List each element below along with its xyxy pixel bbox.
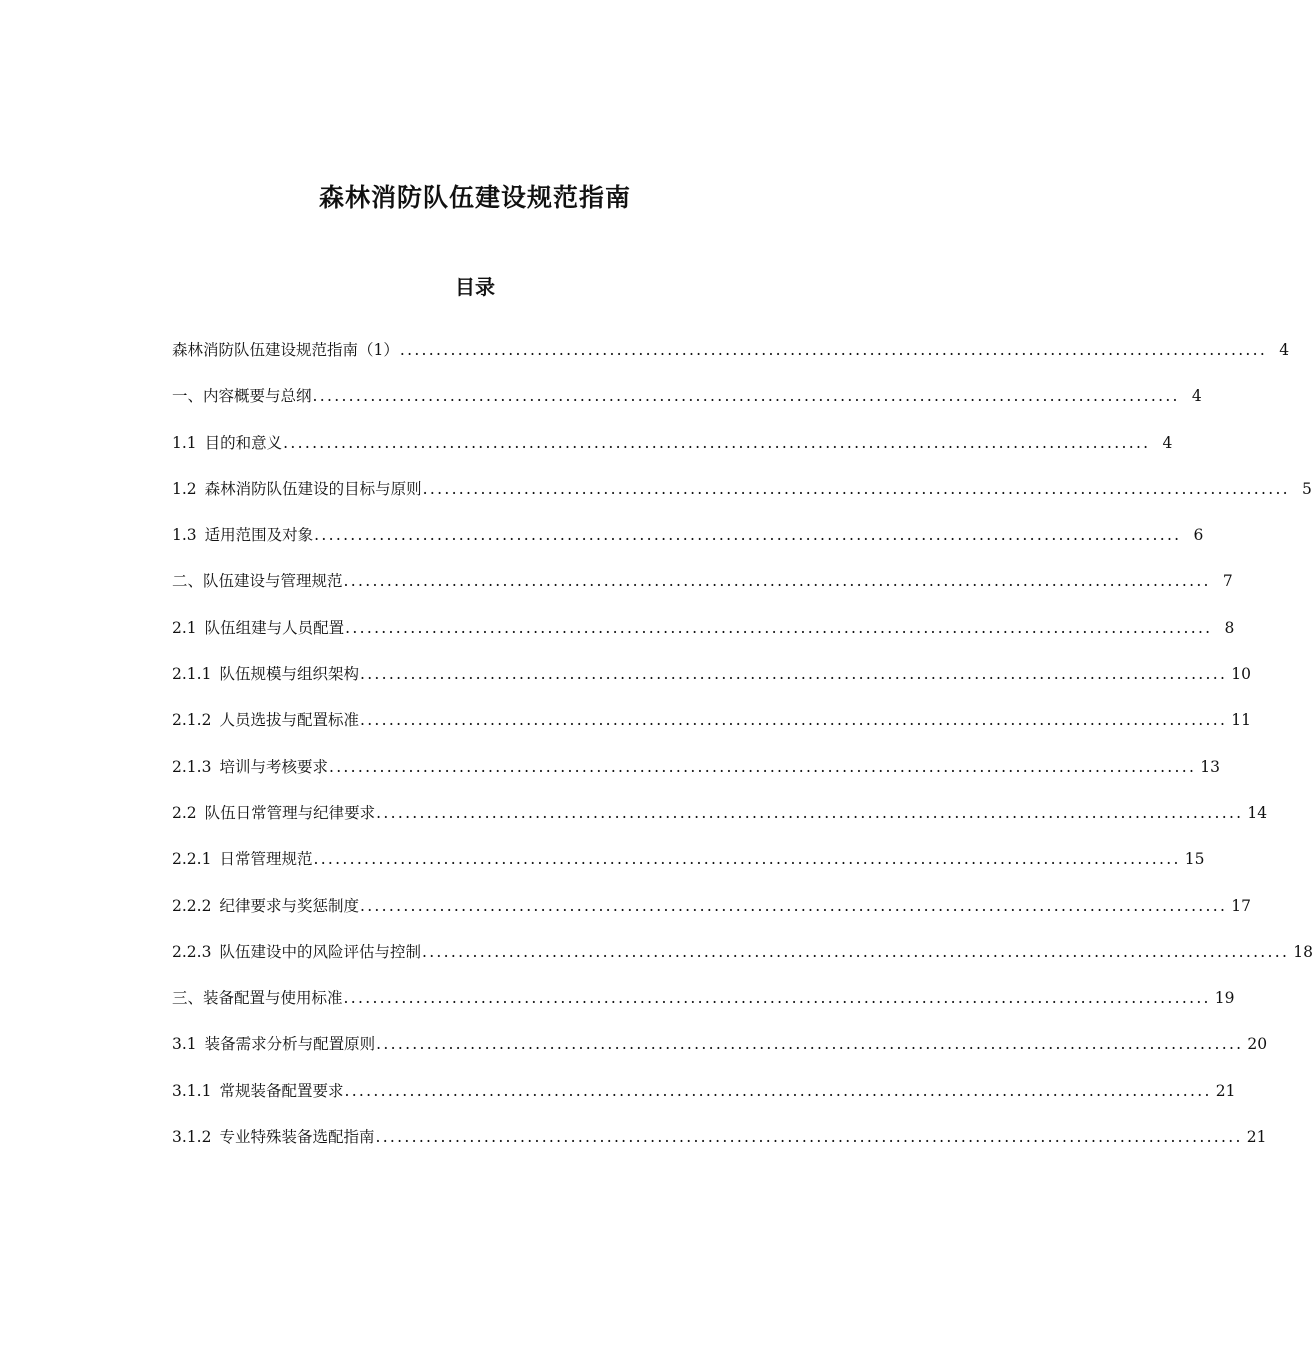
toc-dot-leader: ........................................................................................................................ — [399, 341, 1268, 359]
toc-entry-number: 二、 — [172, 572, 204, 591]
toc-entry-page-number: 4 — [1279, 341, 1290, 359]
toc-entry[interactable] — [172, 567, 1233, 613]
toc-dot-leader: ........................................................................................................................ — [376, 803, 1244, 822]
toc-dot-leader: ........................................................................................................................ — [422, 479, 1290, 498]
toc-entry-page-number: 4 — [1162, 433, 1173, 452]
toc-dot-leader: ........................................................................................................................ — [376, 1035, 1244, 1054]
toc-entry[interactable] — [172, 475, 1312, 521]
toc-entry[interactable] — [172, 938, 1313, 984]
toc-entry-page-number: 17 — [1231, 896, 1251, 915]
table-of-contents — [172, 336, 1313, 1169]
toc-entry-title: 内容概要与总纲 — [203, 387, 312, 406]
toc-entry-number: 1.1 — [172, 433, 197, 452]
toc-entry-page-number: 18 — [1293, 942, 1313, 961]
toc-entry-page-number: 13 — [1200, 757, 1220, 776]
toc-entry-number: 2.2 — [172, 803, 197, 822]
toc-entry-page-number: 11 — [1231, 711, 1251, 730]
toc-entry[interactable] — [172, 753, 1220, 799]
toc-entry[interactable] — [172, 706, 1251, 752]
toc-entry-page-number: 4 — [1191, 387, 1202, 406]
toc-dot-leader: ........................................................................................................................ — [314, 526, 1182, 545]
toc-dot-leader: ........................................................................................................................ — [359, 665, 1228, 684]
toc-entry-page-number: 20 — [1247, 1035, 1268, 1054]
toc-dot-leader: ........................................................................................................................ — [343, 989, 1211, 1008]
toc-entry-number: 2.2.1 — [172, 850, 212, 869]
toc-entry-title: 队伍建设中的风险评估与控制 — [219, 942, 421, 961]
toc-dot-leader: ........................................................................................................................ — [375, 1128, 1243, 1147]
toc-dot-leader: ........................................................................................................................ — [359, 896, 1228, 915]
toc-entry[interactable] — [172, 845, 1205, 891]
toc-dot-leader: ........................................................................................................................ — [421, 942, 1290, 961]
toc-entry-number: 三、 — [172, 989, 204, 1008]
toc-entry-title: 人员选拔与配置标准 — [219, 711, 359, 730]
toc-entry-number: 2.1 — [172, 618, 197, 637]
toc-entry-number: 2.1.3 — [172, 757, 212, 776]
toc-entry-title: 队伍建设与管理规范 — [203, 572, 343, 591]
toc-entry-title: 目的和意义 — [204, 433, 283, 452]
toc-entry-title: 森林消防队伍建设的目标与原则 — [204, 479, 422, 498]
toc-entry-title: 装备需求分析与配置原则 — [204, 1035, 376, 1054]
toc-entry-page-number: 21 — [1246, 1128, 1267, 1147]
toc-dot-leader: ........................................................................................................................ — [328, 757, 1197, 776]
toc-entry[interactable] — [172, 1123, 1267, 1169]
toc-entry-title: 适用范围及对象 — [204, 526, 314, 545]
toc-entry-page-number: 19 — [1214, 989, 1235, 1008]
toc-entry-number: 一、 — [172, 387, 204, 406]
toc-entry-number: 1.3 — [172, 526, 197, 545]
toc-entry[interactable] — [172, 984, 1235, 1030]
toc-entry-number: 1.2 — [172, 479, 197, 498]
toc-entry-number: 2.2.2 — [172, 896, 212, 915]
toc-entry-title: 常规装备配置要求 — [219, 1081, 344, 1100]
toc-entry-title: 森林消防队伍建设规范指南（1） — [172, 341, 399, 359]
toc-entry[interactable] — [172, 382, 1202, 428]
toc-entry-page-number: 14 — [1247, 803, 1268, 822]
toc-entry[interactable] — [172, 799, 1268, 845]
toc-entry-title: 队伍规模与组织架构 — [219, 665, 359, 684]
toc-entry-title: 培训与考核要求 — [219, 757, 328, 776]
toc-entry-number: 2.1.1 — [172, 665, 212, 684]
toc-entry-title: 装备配置与使用标准 — [203, 989, 343, 1008]
toc-dot-leader: ........................................................................................................................ — [359, 711, 1228, 730]
toc-entry-page-number: 21 — [1215, 1081, 1236, 1100]
toc-dot-leader: ........................................................................................................................ — [312, 387, 1180, 406]
toc-entry-title: 专业特殊装备选配指南 — [219, 1128, 375, 1147]
toc-entry-number: 2.2.3 — [172, 942, 212, 961]
toc-entry[interactable] — [172, 892, 1251, 938]
toc-entry-title: 队伍日常管理与纪律要求 — [204, 803, 376, 822]
toc-entry-title: 日常管理规范 — [219, 850, 313, 869]
toc-entry-number: 3.1 — [172, 1035, 197, 1054]
toc-entry-title: 队伍组建与人员配置 — [204, 618, 345, 637]
toc-entry[interactable] — [172, 660, 1251, 706]
toc-entry-page-number: 10 — [1231, 665, 1251, 684]
toc-entry-page-number: 7 — [1222, 572, 1233, 591]
toc-heading: 目录 — [455, 275, 495, 299]
toc-entry[interactable] — [172, 336, 1290, 382]
toc-entry[interactable] — [172, 1077, 1236, 1123]
document-title: 森林消防队伍建设规范指南 — [318, 183, 631, 212]
toc-entry-page-number: 6 — [1193, 526, 1204, 545]
toc-entry-number: 3.1.1 — [172, 1081, 212, 1100]
toc-dot-leader: ........................................................................................................................ — [344, 1081, 1212, 1100]
toc-entry[interactable] — [172, 429, 1173, 475]
toc-dot-leader: ........................................................................................................................ — [283, 433, 1151, 452]
toc-entry[interactable] — [172, 521, 1204, 567]
toc-entry-number: 3.1.2 — [172, 1128, 212, 1147]
toc-dot-leader: ........................................................................................................................ — [343, 572, 1211, 591]
toc-entry-page-number: 15 — [1184, 850, 1205, 869]
toc-entry-page-number: 8 — [1224, 618, 1235, 637]
toc-dot-leader: ........................................................................................................................ — [345, 618, 1213, 637]
toc-dot-leader: ........................................................................................................................ — [313, 850, 1181, 869]
toc-entry-title: 纪律要求与奖惩制度 — [219, 896, 359, 915]
toc-entry[interactable] — [172, 614, 1235, 660]
toc-entry-page-number: 5 — [1302, 479, 1312, 498]
toc-entry[interactable] — [172, 1030, 1268, 1076]
toc-entry-number: 2.1.2 — [172, 711, 212, 730]
